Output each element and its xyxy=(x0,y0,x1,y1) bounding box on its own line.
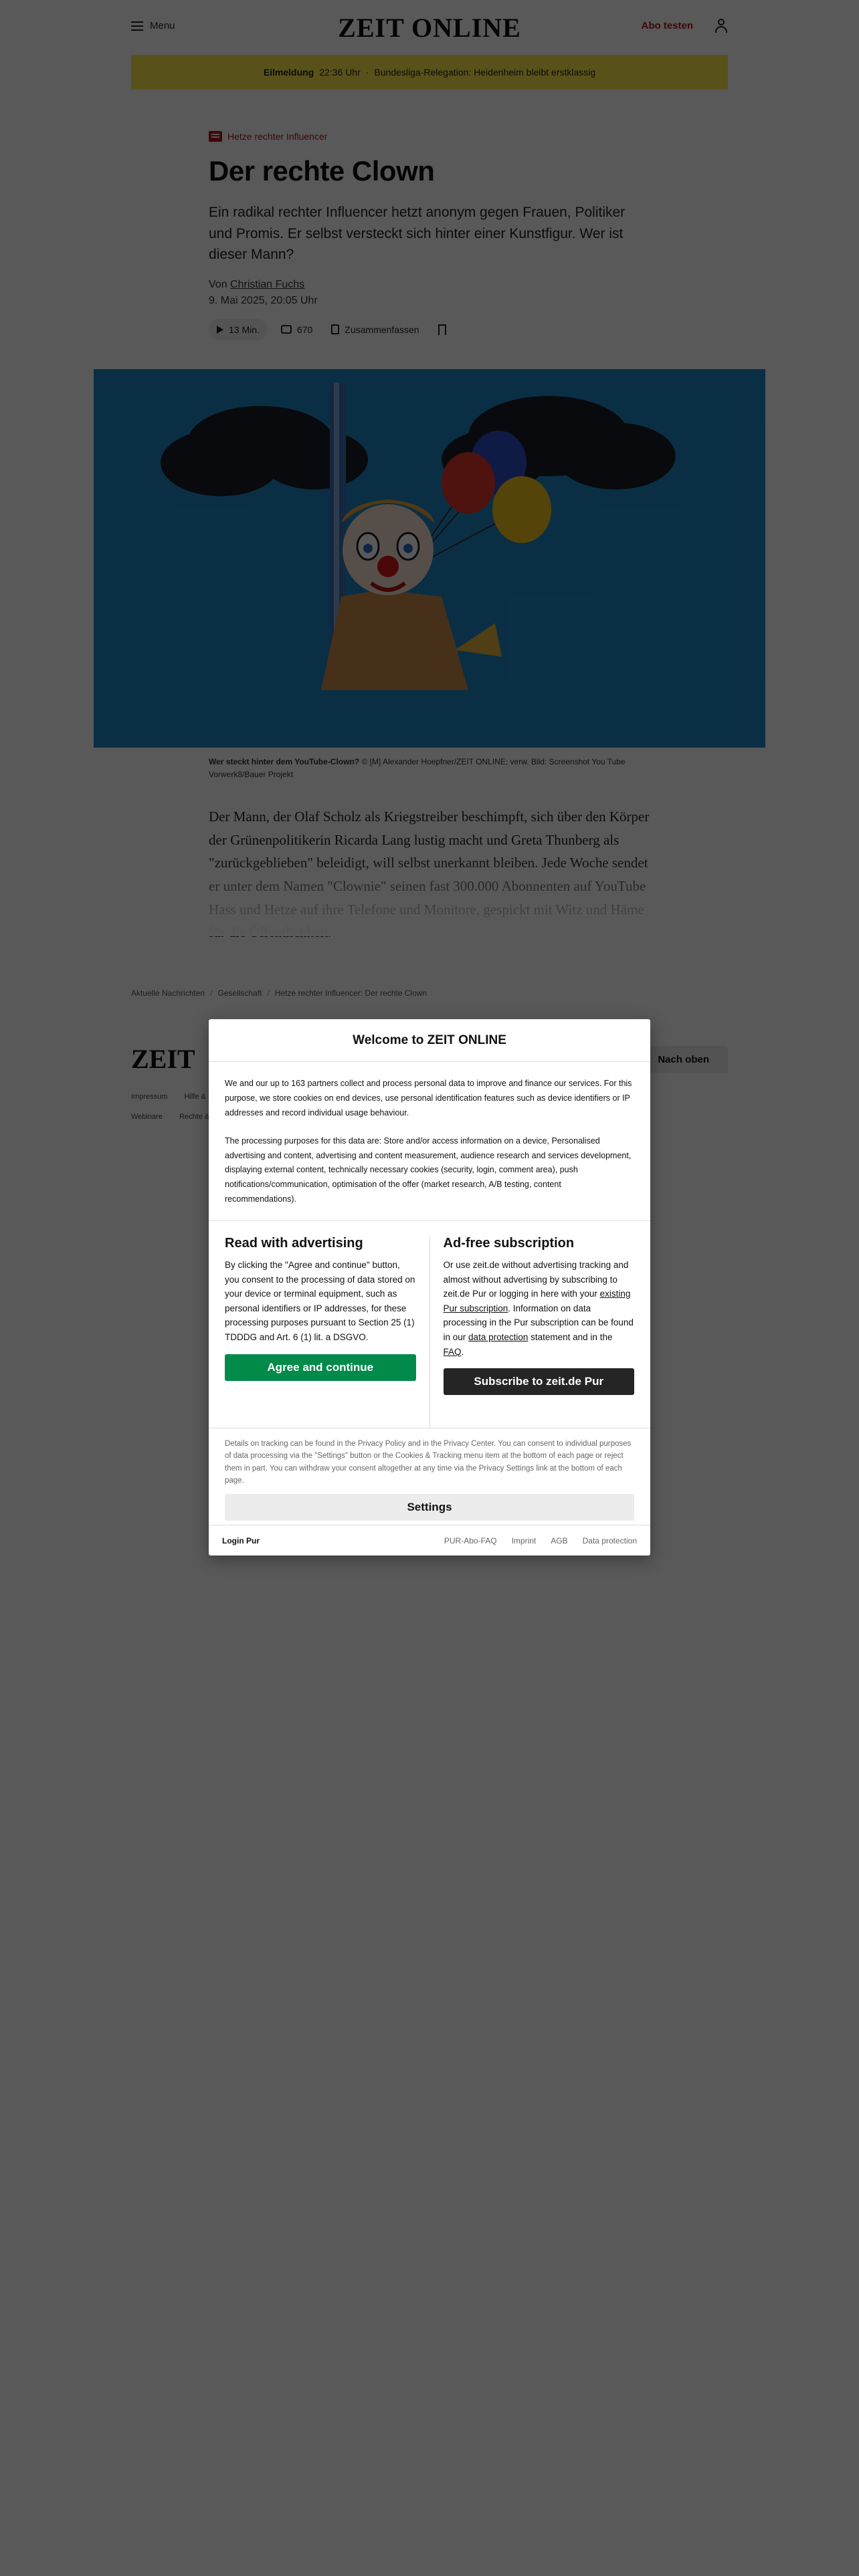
subscribe-button[interactable]: Subscribe to zeit.de Pur xyxy=(444,1368,635,1395)
advertising-title: Read with advertising xyxy=(225,1236,363,1251)
consent-footer-links xyxy=(444,1536,637,1545)
consent-footer xyxy=(209,1525,650,1555)
subscription-text-part: statement and in the xyxy=(531,1331,613,1342)
subscription-option xyxy=(430,1236,635,1428)
subscription-text-part: . xyxy=(461,1346,464,1357)
pur-faq-link[interactable]: PUR-Abo-FAQ xyxy=(444,1535,497,1545)
advertising-option xyxy=(225,1236,430,1428)
consent-intro-text: We and our up to 163 partners collect and process personal data to improve and finance our services. For this purpose, we store cookies on end devices, use personal identification features such as device identifiers or IP addresses and record individual usage behaviour. xyxy=(225,1079,632,1117)
subscription-text-part: Or use zeit.de without advertising tracking and almost without advertising by subscribing to zeit.de Pur or logging in here with your xyxy=(443,1260,629,1299)
consent-purposes-text: The processing purposes for this data are: Store and/or access information on a device, Personalised advertising and content, advertising and content measurement, audience research and services development, displaying external content, technically necessary cookies (security, login, comment area), push notifications/communication, optimisation of the offer (market research, A/B testing, content recommendations). xyxy=(225,1136,632,1204)
imprint-link[interactable]: Imprint xyxy=(511,1535,537,1545)
subscription-title: Ad-free subscription xyxy=(443,1236,575,1251)
existing-subscription-link[interactable]: existing Pur subscription xyxy=(443,1289,631,1313)
settings-button[interactable]: Settings xyxy=(225,1494,634,1521)
consent-intro xyxy=(209,1062,650,1207)
consent-dialog xyxy=(209,1019,650,1555)
faq-link[interactable]: FAQ xyxy=(443,1346,462,1357)
data-protection-footer-link[interactable]: Data protection xyxy=(582,1535,637,1545)
data-protection-link[interactable]: data protection xyxy=(468,1331,529,1342)
subscription-text xyxy=(444,1258,635,1359)
tracking-details: Details on tracking can be found in the Privacy Policy and in the Privacy Center. You can consent to individual purposes of data processing via the "Settings" button or the Cookies & Tracking menu item at the bottom of each page or reject them in part. You can withdraw your consent altogether at any time via the Privacy Settings link at the bottom of each page. xyxy=(209,1428,650,1487)
subscription-text-part: . Information on data processing in the Pur subscription can be found in our xyxy=(443,1303,634,1342)
agree-button[interactable]: Agree and continue xyxy=(225,1354,416,1381)
agb-link[interactable]: AGB xyxy=(551,1535,568,1545)
advertising-text: By clicking the "Agree and continue" button, you consent to the processing of data stored on your device or terminal equipment, such as personal identifiers or IP addresses, for these processing purposes pursuant to Section 25 (1) TDDDG and Art. 6 (1) lit. a DSGVO. xyxy=(225,1260,415,1342)
login-pur-link[interactable]: Login Pur xyxy=(222,1535,260,1545)
consent-options xyxy=(209,1220,650,1428)
consent-title: Welcome to ZEIT ONLINE xyxy=(209,1019,650,1062)
